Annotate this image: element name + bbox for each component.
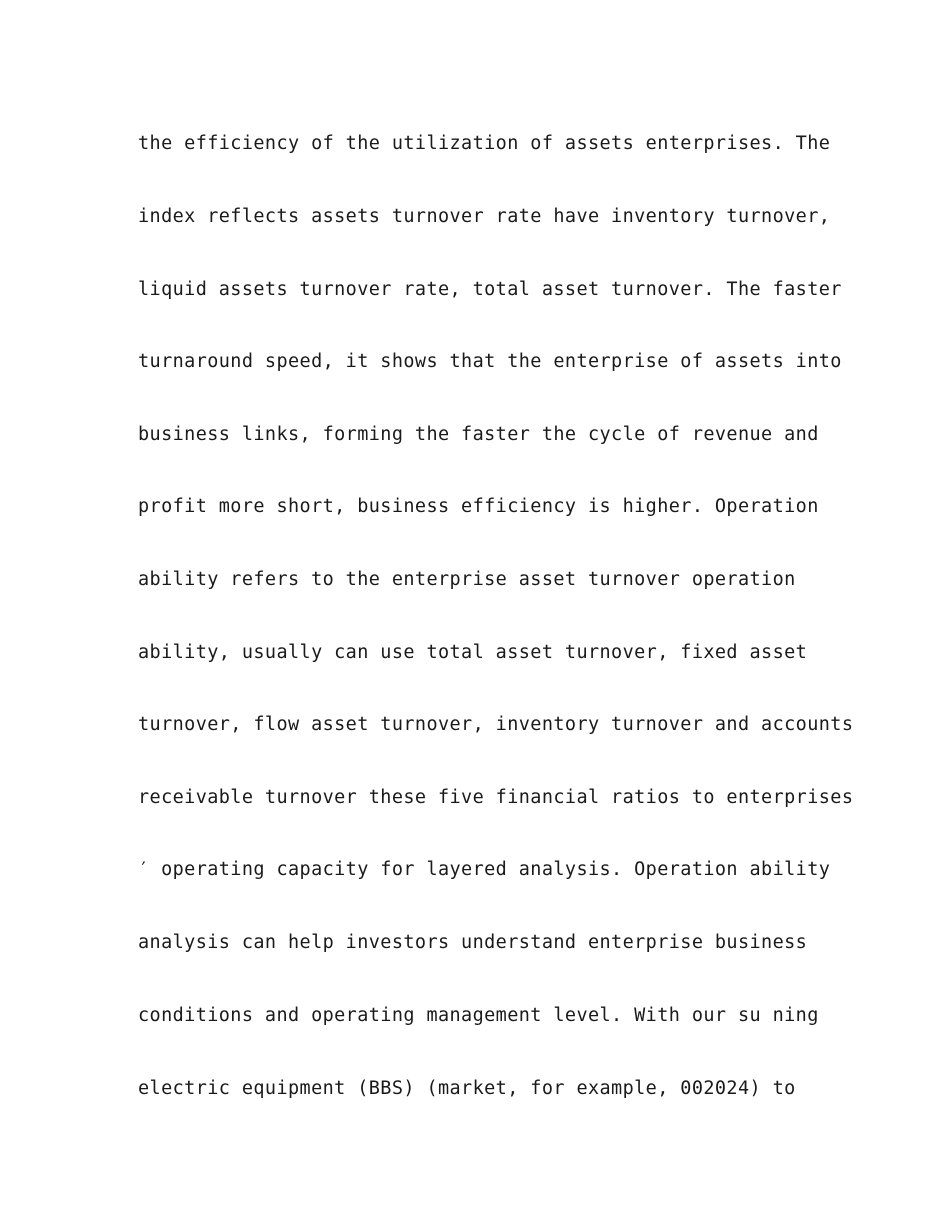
text-line-3: liquid assets turnover rate, total asset turnover. The faster: [138, 279, 842, 300]
text-line-8: ability, usually can use total asset turnover, fixed asset: [138, 642, 808, 663]
text-line-7: ability refers to the enterprise asset turnover operation: [138, 569, 796, 590]
text-line-14: electric equipment (BBS) (market, for example, 002024) to: [138, 1078, 796, 1099]
text-line-13: conditions and operating management level. With our su ning: [138, 1005, 819, 1026]
text-line-2: index reflects assets turnover rate have inventory turnover,: [138, 206, 831, 227]
text-line-4: turnaround speed, it shows that the enterprise of assets into: [138, 351, 842, 372]
text-line-5: business links, forming the faster the cycle of revenue and: [138, 424, 819, 445]
text-line-1: the efficiency of the utilization of assets enterprises. The: [138, 133, 831, 154]
text-line-11: ′ operating capacity for layered analysis. Operation ability: [138, 859, 831, 880]
text-line-10: receivable turnover these five financial ratios to enterprises: [138, 787, 854, 808]
text-line-12: analysis can help investors understand enterprise business: [138, 932, 808, 953]
text-line-9: turnover, flow asset turnover, inventory turnover and accounts: [138, 714, 854, 735]
text-line-6: profit more short, business efficiency is higher. Operation: [138, 496, 819, 517]
